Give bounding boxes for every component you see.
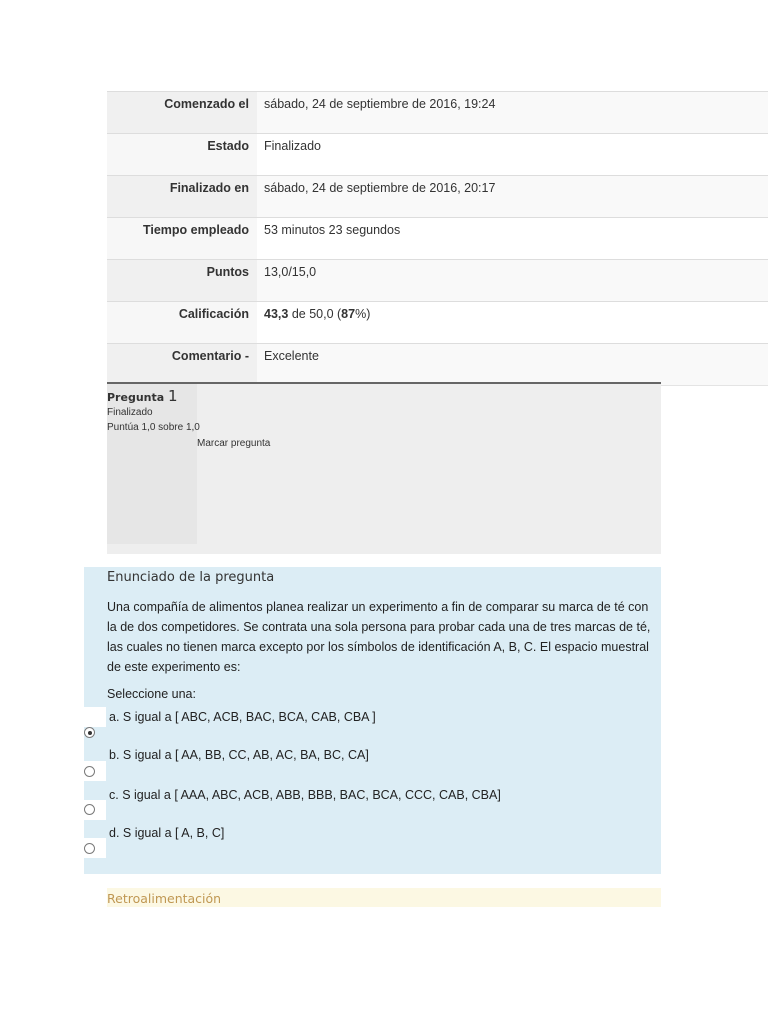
answer-prompt: Seleccione una: [107,687,196,701]
grade-score: 43,3 [264,307,289,321]
summary-label: Finalizado en [107,176,257,217]
summary-label: Tiempo empleado [107,218,257,259]
answer-d-label[interactable]: d. S igual a [ A, B, C] [109,826,225,840]
attempt-summary-table [107,91,768,386]
feedback-heading: Retroalimentación [107,891,222,906]
question-number [107,387,178,405]
summary-label: Calificación [107,302,257,343]
summary-row-grade [107,301,768,343]
summary-value [257,302,768,343]
summary-row-started [107,91,768,133]
grade-percent-suffix: %) [355,307,371,321]
question-grade: Puntúa 1,0 sobre 1,0 [107,422,200,433]
summary-value: sábado, 24 de septiembre de 2016, 19:24 [264,97,496,111]
summary-row-points [107,259,768,301]
summary-value: Finalizado [264,139,321,153]
feedback-box [107,888,661,907]
summary-label: Puntos [107,260,257,301]
summary-label: Comentario - [107,344,257,385]
summary-label: Comenzado el [107,92,257,133]
question-text-box [84,567,661,874]
summary-value: 53 minutos 23 segundos [264,223,401,237]
radio-background [84,707,106,727]
answer-d-radio[interactable] [84,843,95,854]
summary-value: 13,0/15,0 [264,265,317,279]
answer-a-label[interactable]: a. S igual a [ ABC, ACB, BAC, BCA, CAB, CBA ] [109,710,376,724]
question-text: Una compañía de alimentos planea realizar un experimento a fin de comparar su marca de té con la de dos competidores. Se contrata una sola persona para probar cada una de tres marcas de té, las cuales no tienen marca excepto por los símbolos de identificación A, B, C. El espacio muestral de este experimento es: [107,600,651,674]
question-info-box [107,382,661,554]
flag-question-link[interactable]: Marcar pregunta [197,438,271,449]
answer-c-radio[interactable] [84,804,95,815]
grade-out-of: de 50,0 ( [288,307,342,321]
summary-value: Excelente [264,349,319,363]
summary-row-comment [107,343,768,386]
summary-value: sábado, 24 de septiembre de 2016, 20:17 [264,181,496,195]
summary-label: Estado [107,134,257,175]
question-label: Pregunta [107,391,165,404]
question-text-heading: Enunciado de la pregunta [107,570,275,585]
grade-percent: 87 [341,307,356,321]
question-number-value: 1 [168,387,178,405]
answer-c-label[interactable]: c. S igual a [ AAA, ABC, ACB, ABB, BBB, BAC, BCA, CCC, CAB, CBA] [109,788,501,802]
question-state: Finalizado [107,407,153,418]
answer-b-label[interactable]: b. S igual a [ AA, BB, CC, AB, AC, BA, BC, CA] [109,748,369,762]
summary-row-time-taken [107,217,768,259]
answer-b-radio[interactable] [84,766,95,777]
answer-a-radio[interactable] [84,727,95,738]
summary-row-finished [107,175,768,217]
summary-row-state [107,133,768,175]
